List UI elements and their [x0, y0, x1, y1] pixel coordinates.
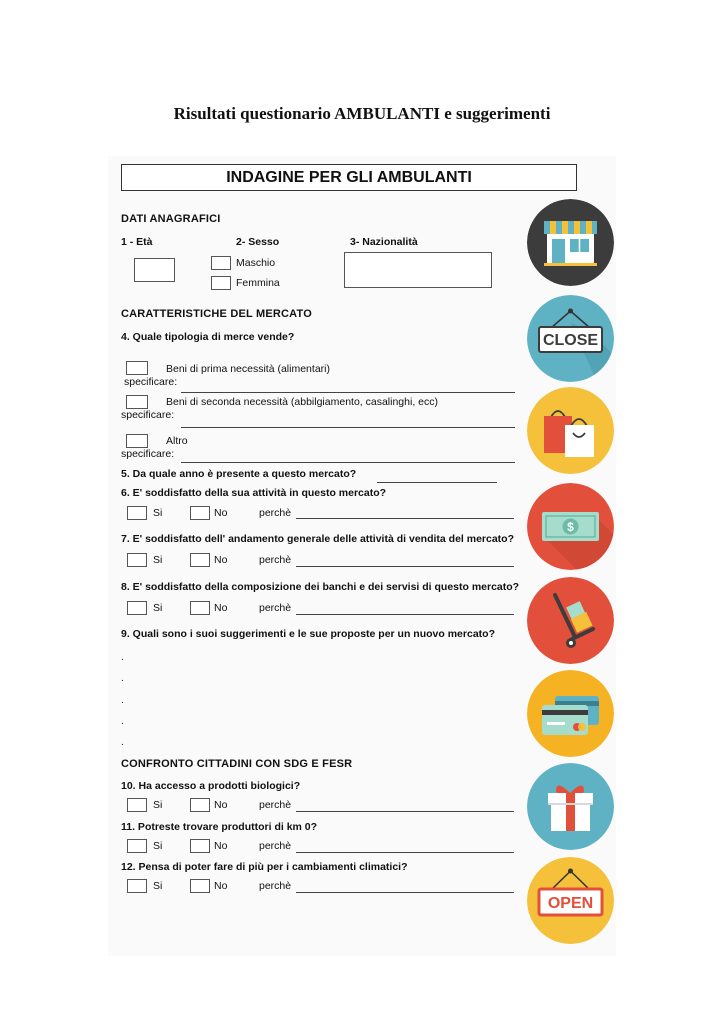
- femmina-checkbox[interactable]: [211, 276, 231, 290]
- perche-label: perchè: [259, 799, 292, 811]
- eta-field[interactable]: [134, 258, 175, 282]
- opt1-label: Beni di prima necessità (alimentari): [166, 363, 330, 375]
- question-12: 12. Pensa di poter fare di più per i cambiamenti climatici?: [121, 861, 408, 873]
- suggestion-line[interactable]: .: [121, 695, 124, 706]
- close-sign-text: CLOSE: [542, 332, 599, 349]
- suggestion-line[interactable]: .: [121, 716, 124, 727]
- svg-text:$: $: [567, 520, 574, 534]
- question-6: 6. E' soddisfatto della sua attività in questo mercato?: [121, 487, 387, 499]
- gift-icon: [527, 763, 614, 850]
- q8-no-checkbox[interactable]: [190, 601, 210, 615]
- si-label: Si: [153, 840, 163, 852]
- si-label: Si: [153, 602, 163, 614]
- nazionalita-label: 3- Nazionalità: [350, 236, 418, 248]
- femmina-label: Femmina: [236, 277, 280, 289]
- q10-si-checkbox[interactable]: [127, 798, 147, 812]
- opt1-specify-line[interactable]: [181, 392, 515, 393]
- specificare-label: specificare:: [121, 448, 175, 460]
- section-confronto-cittadini: CONFRONTO CITTADINI CON SDG E FESR: [121, 758, 353, 770]
- form-title: INDAGINE PER GLI AMBULANTI: [121, 164, 577, 191]
- suggestion-line[interactable]: .: [121, 673, 124, 684]
- q5-answer-line[interactable]: [377, 482, 497, 483]
- question-11: 11. Potreste trovare produttori di km 0?: [121, 821, 318, 833]
- open-sign-text: OPEN: [547, 895, 594, 912]
- perche-label: perchè: [259, 602, 292, 614]
- q11-no-checkbox[interactable]: [190, 839, 210, 853]
- specificare-label: specificare:: [121, 409, 175, 421]
- q7-no-checkbox[interactable]: [190, 553, 210, 567]
- q8-si-checkbox[interactable]: [127, 601, 147, 615]
- q11-si-checkbox[interactable]: [127, 839, 147, 853]
- q7-si-checkbox[interactable]: [127, 553, 147, 567]
- si-label: Si: [153, 554, 163, 566]
- open-sign-icon: [527, 857, 614, 944]
- no-label: No: [214, 880, 228, 892]
- no-label: No: [214, 507, 228, 519]
- no-label: No: [214, 602, 228, 614]
- q6-si-checkbox[interactable]: [127, 506, 147, 520]
- opt2-checkbox[interactable]: [126, 395, 148, 409]
- opt3-specify-line[interactable]: [181, 462, 515, 463]
- opt1-checkbox[interactable]: [126, 361, 148, 375]
- q10-no-checkbox[interactable]: [190, 798, 210, 812]
- q6-no-checkbox[interactable]: [190, 506, 210, 520]
- maschio-label: Maschio: [236, 257, 276, 269]
- q11-perche-line[interactable]: [296, 852, 514, 853]
- specificare-label: specificare:: [124, 376, 178, 388]
- document-heading: Risultati questionario AMBULANTI e suggerimenti: [173, 104, 551, 123]
- shopping-bags-icon: [527, 387, 614, 474]
- si-label: Si: [153, 507, 163, 519]
- section-caratteristiche-mercato: CARATTERISTICHE DEL MERCATO: [121, 308, 312, 320]
- opt3-label: Altro: [166, 435, 188, 447]
- perche-label: perchè: [259, 507, 292, 519]
- question-5: 5. Da quale anno è presente a questo mercato?: [121, 468, 357, 480]
- opt2-label: Beni di seconda necessità (abbilgiamento, casalinghi, ecc): [166, 396, 438, 408]
- q12-no-checkbox[interactable]: [190, 879, 210, 893]
- q12-si-checkbox[interactable]: [127, 879, 147, 893]
- si-label: Si: [153, 880, 163, 892]
- shop-icon: [527, 199, 614, 286]
- banknote-icon: [527, 483, 614, 570]
- suggestion-line[interactable]: .: [121, 737, 124, 748]
- question-9: 9. Quali sono i suoi suggerimenti e le sue proposte per un nuovo mercato?: [121, 628, 495, 640]
- perche-label: perchè: [259, 880, 292, 892]
- nazionalita-field[interactable]: [344, 252, 492, 288]
- question-10: 10. Ha accesso a prodotti biologici?: [121, 780, 301, 792]
- suggestion-line[interactable]: .: [121, 652, 124, 663]
- opt2-specify-line[interactable]: [181, 427, 515, 428]
- hand-truck-icon: [527, 577, 614, 664]
- credit-card-icon: [527, 670, 614, 757]
- q12-perche-line[interactable]: [296, 892, 514, 893]
- eta-label: 1 - Età: [121, 236, 153, 248]
- q7-perche-line[interactable]: [296, 566, 514, 567]
- q10-perche-line[interactable]: [296, 811, 514, 812]
- si-label: Si: [153, 799, 163, 811]
- perche-label: perchè: [259, 554, 292, 566]
- perche-label: perchè: [259, 840, 292, 852]
- no-label: No: [214, 799, 228, 811]
- q8-perche-line[interactable]: [296, 614, 514, 615]
- sesso-label: 2- Sesso: [236, 236, 280, 248]
- question-8: 8. E' soddisfatto della composizione dei banchi e dei servisi di questo mercato?: [121, 581, 520, 593]
- q6-perche-line[interactable]: [296, 518, 514, 519]
- question-7: 7. E' soddisfatto dell' andamento generale delle attività di vendita del mercato?: [121, 533, 515, 545]
- question-4: 4. Quale tipologia di merce vende?: [121, 331, 295, 343]
- maschio-checkbox[interactable]: [211, 256, 231, 270]
- no-label: No: [214, 840, 228, 852]
- close-sign-icon: [527, 295, 614, 382]
- opt3-checkbox[interactable]: [126, 434, 148, 448]
- section-dati-anagrafici: DATI ANAGRAFICI: [121, 213, 221, 225]
- no-label: No: [214, 554, 228, 566]
